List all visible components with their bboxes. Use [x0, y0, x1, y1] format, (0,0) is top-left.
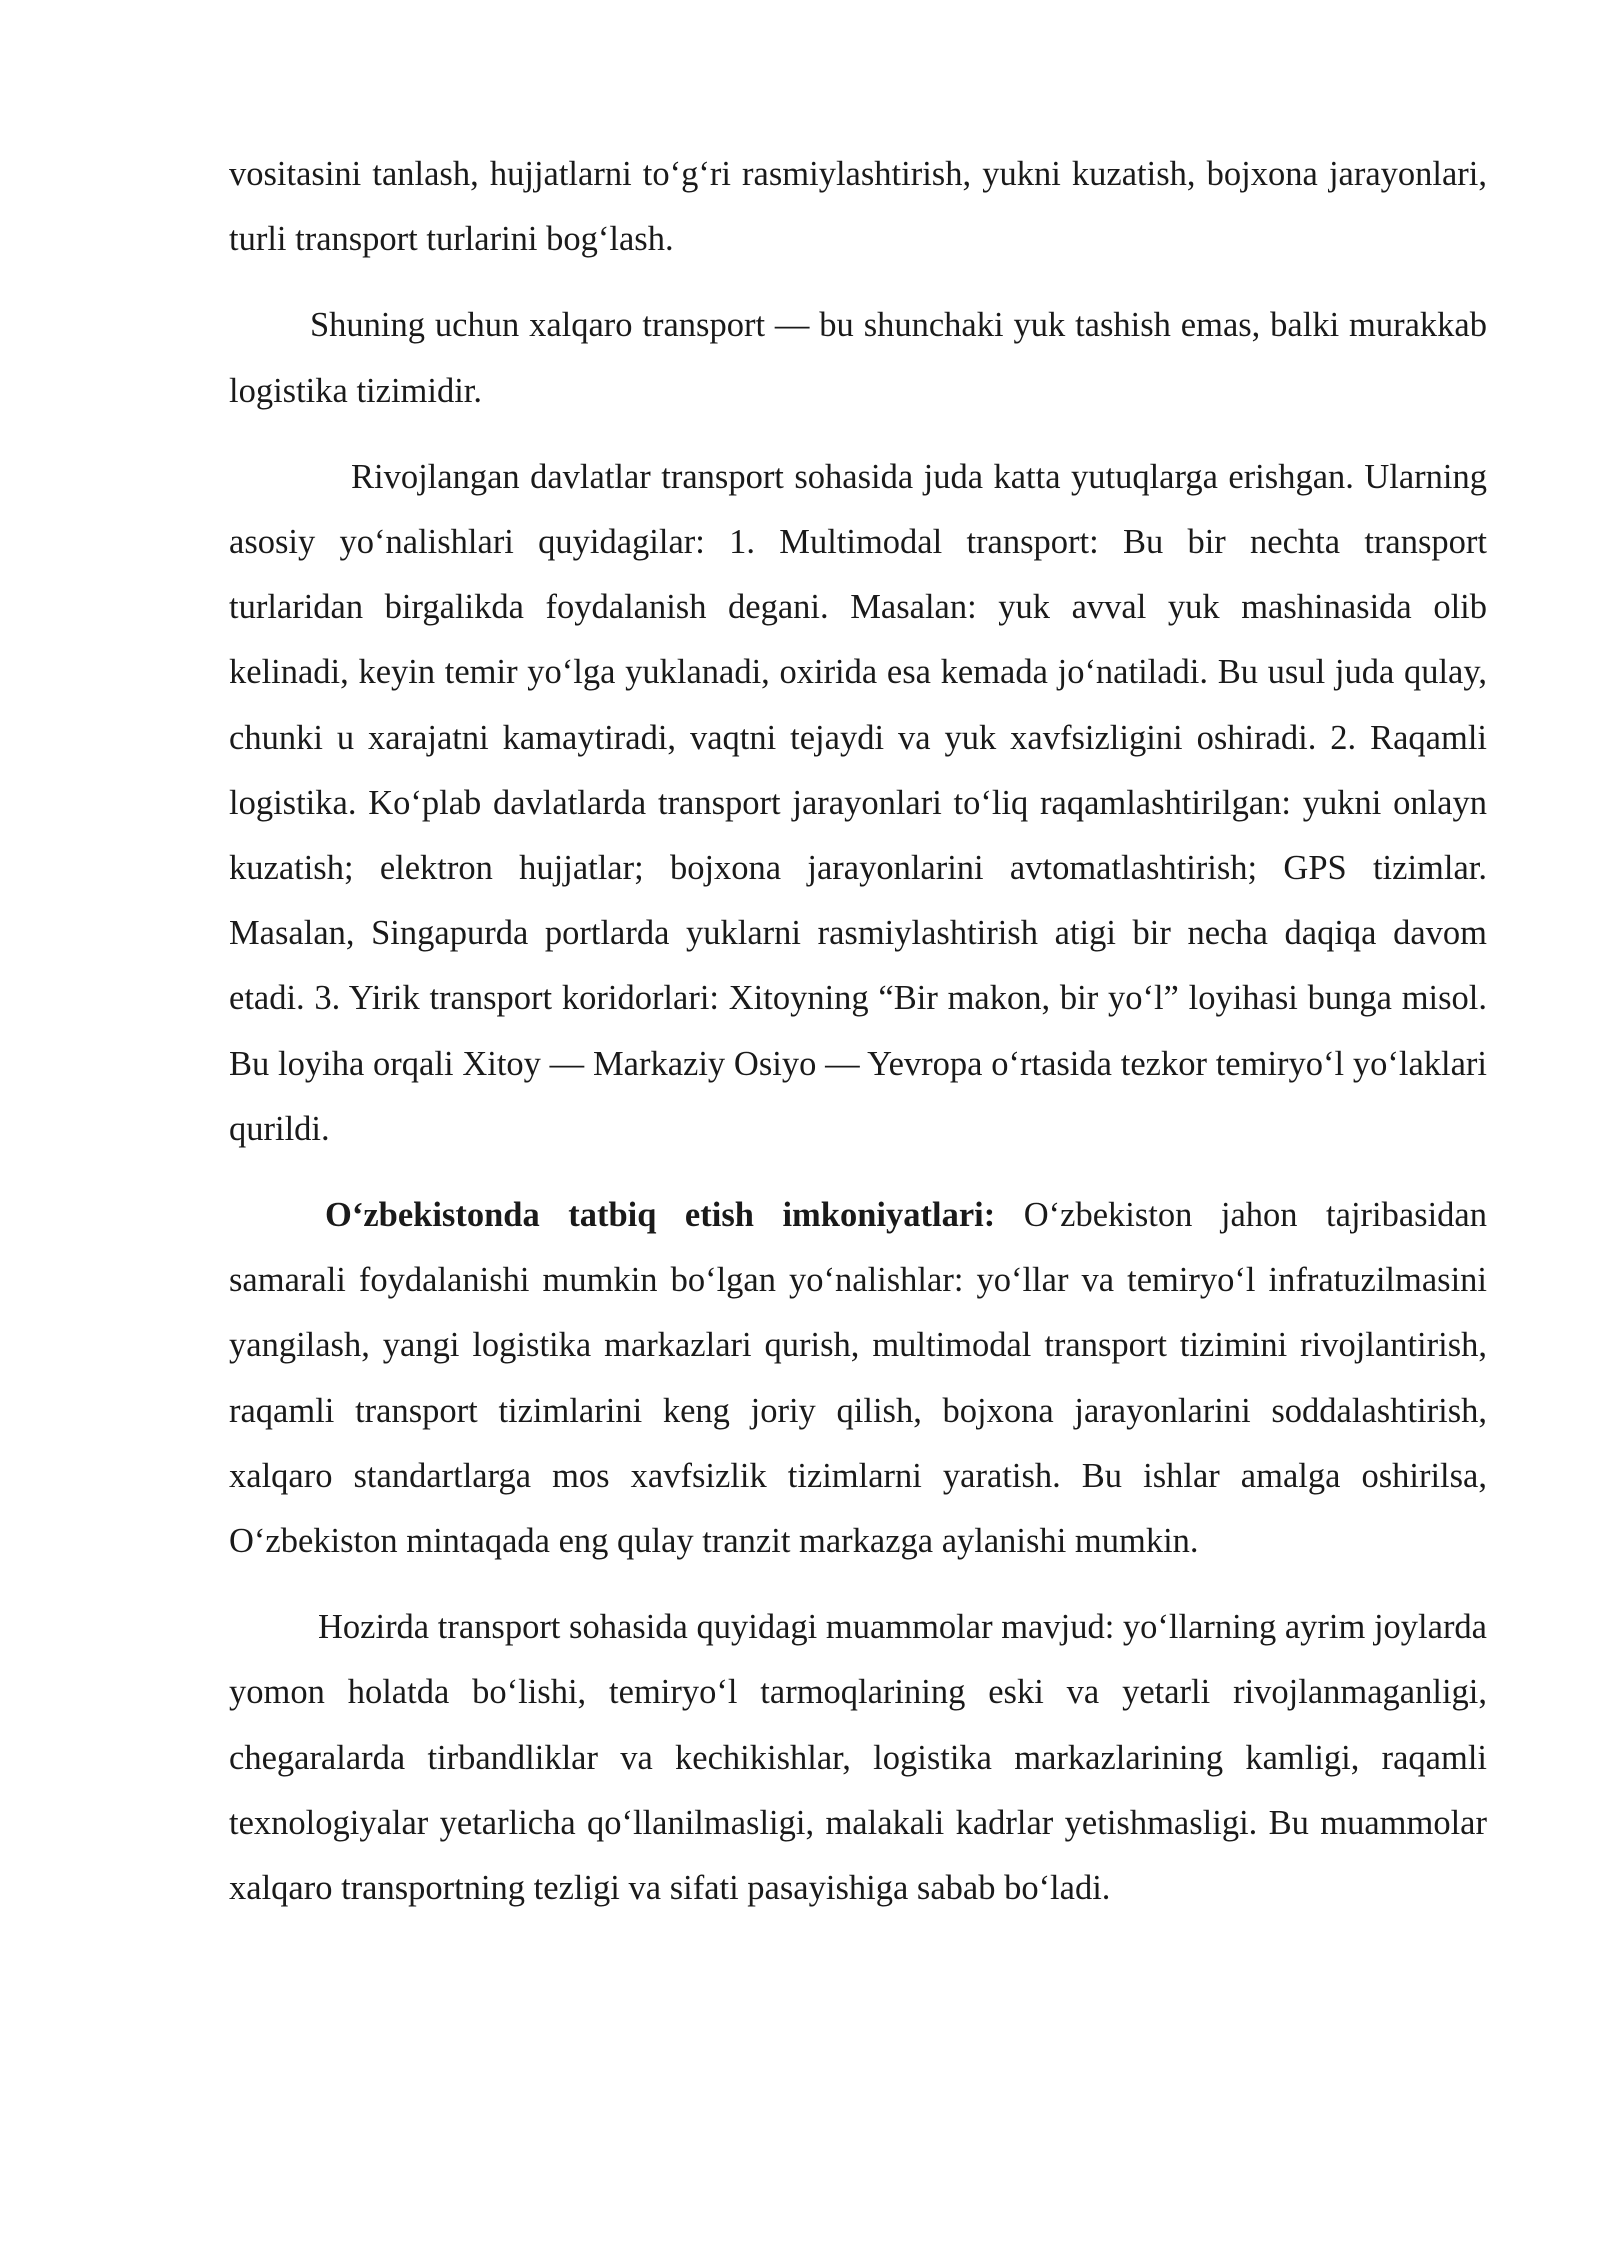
paragraph-2: [229, 293, 1487, 423]
paragraph-5-text: Hozirda transport sohasida quyidagi muammolar mavjud: yo‘llarning ayrim joylarda yomon holatda bo‘lishi, temiryo‘l tarmoqlarining eski va yetarli rivojlanmaganligi, chegaralarda tirbandliklar va kechikishlar, logistika markazlarining kamligi, raqamli texnologiyalar yetarlicha qo‘llanilmasligi, malakali kadrlar yetishmasligi. Bu muammolar xalqaro transportning tezligi va sifati pasayishiga sabab bo‘ladi.: [229, 1608, 1487, 1908]
paragraph-1-text: vositasini tanlash, hujjatlarni to‘g‘ri rasmiylashtirish, yukni kuzatish, bojxona jarayonlari, turli transport turlarini bog‘lash.: [229, 155, 1487, 259]
paragraph-4-text: O‘zbekiston jahon tajribasidan samarali foydalanishi mumkin bo‘lgan yo‘nalishlar: yo‘llar va temiryo‘l infratuzilmasini yangilash, yangi logistika markazlari qurish, multimodal transport tizimini rivojlantirish, raqamli transport tizimlarini keng joriy qilish, bojxona jarayonlarini soddalashtirish, xalqaro standartlarga mos xavfsizlik tizimlarni yaratish. Bu ishlar amalga oshirilsa, O‘zbekiston mintaqada eng qulay tranzit markazga aylanishi mumkin.: [229, 1196, 1487, 1561]
document-body: [229, 142, 1487, 1942]
paragraph-2-text: Shuning uchun xalqaro transport — bu shunchaki yuk tashish emas, balki murakkab logistika tizimidir.: [229, 306, 1487, 410]
paragraph-4: [229, 1183, 1487, 1574]
paragraph-5: [229, 1595, 1487, 1921]
paragraph-4-heading: O‘zbekistonda tatbiq etish imkoniyatlari:: [325, 1196, 996, 1235]
paragraph-3: [229, 445, 1487, 1162]
paragraph-1: [229, 142, 1487, 272]
paragraph-3-text: Rivojlangan davlatlar transport sohasida juda katta yutuqlarga erishgan. Ularning asosiy yo‘nalishlari quyidagilar: 1. Multimodal transport: Bu bir nechta transport turlaridan birgalikda foydalanish degani. Masalan: yuk avval yuk mashinasida olib kelinadi, keyin temir yo‘lga yuklanadi, oxirida esa kemada jo‘natiladi. Bu usul juda qulay, chunki u xarajatni kamaytiradi, vaqtni tejaydi va yuk xavfsizligini oshiradi. 2. Raqamli logistika. Ko‘plab davlatlarda transport jarayonlari to‘liq raqamlashtirilgan: yukni onlayn kuzatish; elektron hujjatlar; bojxona jarayonlarini avtomatlashtirish; GPS tizimlar. Masalan, Singapurda portlarda yuklarni rasmiylashtirish atigi bir necha daqiqa davom etadi. 3. Yirik transport koridorlari: Xitoyning “Bir makon, bir yo‘l” loyihasi bunga misol. Bu loyiha orqali Xitoy — Markaziy Osiyo — Yevropa o‘rtasida tezkor temiryo‘l yo‘laklari qurildi.: [229, 457, 1487, 1148]
